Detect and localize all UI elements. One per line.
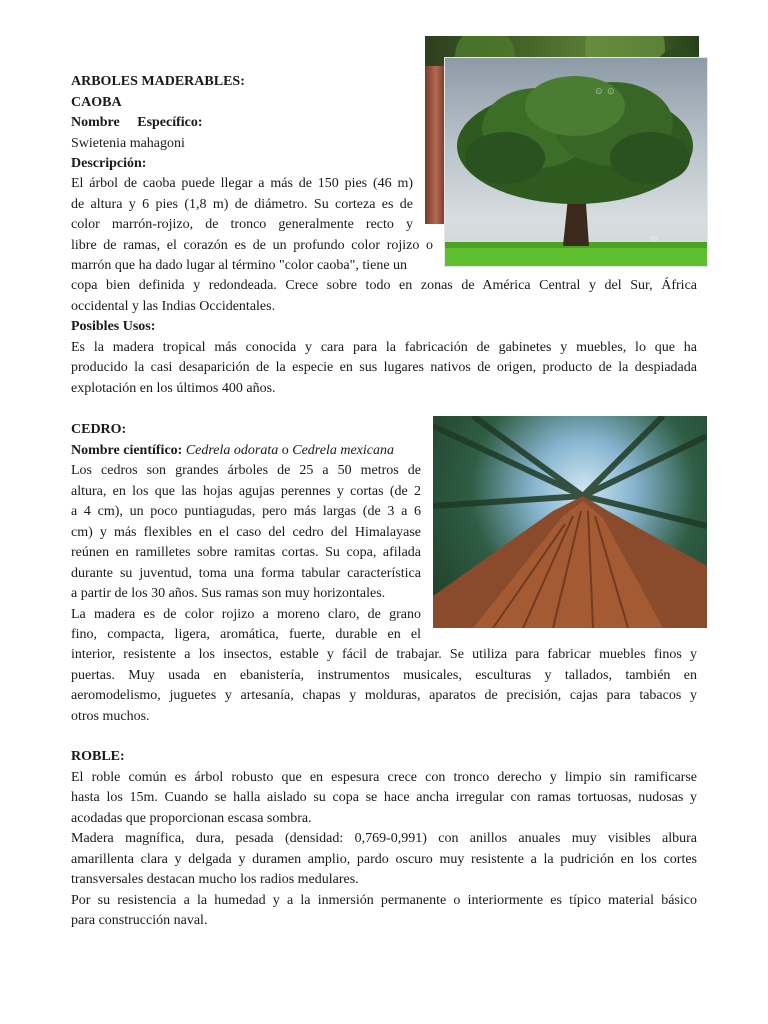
cedro-wide <box>71 645 697 727</box>
roble-title: ROBLE: <box>71 749 125 764</box>
paragraph-line: durante su juventud, toma una forma tabular característica <box>71 565 421 581</box>
paragraph-line: puertas. Muy usada en ebanistería, instrumentos musicales, esculturas y tallados, también en <box>71 667 697 683</box>
caoba-desc-narrow <box>71 174 433 277</box>
caoba-title: CAOBA <box>71 94 122 110</box>
paragraph-line: producido la casi desaparición de la especie en sus lugares nativos de origen, producto de la despiadada <box>71 360 697 375</box>
mahogany-tree-photo: ⊙ ⊙ ⊙ <box>445 58 707 266</box>
caoba-nombre-value: Swietenia mahagoni <box>71 135 185 151</box>
main-heading: ARBOLES MADERABLES: <box>71 74 245 89</box>
caoba-desc-wide <box>71 276 697 399</box>
paragraph-line: acodadas que proporcionan escasa sombra. <box>71 810 312 826</box>
paragraph-line: interior, resistente a los insectos, estable y fácil de trabajar. Se utiliza para fabricar muebles finos y <box>71 647 697 662</box>
paragraph-line: reúnen en ramilletes sobre ramitas cortas. Su copa, afilada <box>71 545 421 560</box>
paragraph-line: El roble común es árbol robusto que en espesura crece con tronco derecho y limpio sin ramificarse <box>71 769 697 785</box>
paragraph-line: a partir de los 30 años. Sus ramas son muy horizontales. <box>71 586 386 601</box>
paragraph-line: Madera magnífica, dura, pesada (densidad: 0,769-0,991) con anillos anuales muy visibles albura <box>71 831 697 846</box>
paragraph-line: para construcción naval. <box>71 913 208 928</box>
caoba-section-head <box>71 72 431 175</box>
paragraph-line: El árbol de caoba puede llegar a más de 150 pies (46 m) <box>71 176 413 191</box>
paragraph-line: otros muchos. <box>71 708 150 724</box>
paragraph-line: hasta los 15m. Cuando se halla aislado su copa se hace ancha irregular con ramas tortuosas, nudosas y <box>71 790 697 805</box>
caoba-usos-label: Posibles Usos: <box>71 319 156 334</box>
paragraph-line: aeromodelismo, juguetes y artesanía, chapas y molduras, aparatos de precisión, cajas para tabacos y <box>71 688 697 703</box>
roble-section <box>71 747 697 932</box>
caoba-nombre-label: Nombre Específico: <box>71 115 203 130</box>
paragraph-line: La madera es de color rojizo a moreno claro, de grano <box>71 606 421 622</box>
cedro-section <box>71 420 421 646</box>
paragraph-line: amarillenta clara y delgada y duramen amplio, pardo oscuro muy resistente a la pudrición en los cortes <box>71 851 697 867</box>
caoba-descripcion-label: Descripción: <box>71 156 147 171</box>
cedro-title: CEDRO: <box>71 422 127 437</box>
paragraph-line: a 4 cm), un poco puntiagudas, pero más largas (de 3 a 6 <box>71 504 421 519</box>
paragraph-line: altura, en los que las hojas agujas perennes y cortas (de 2 <box>71 483 421 499</box>
paragraph-line: copa bien definida y redondeada. Crece sobre todo en zonas de América Central y del Sur, África <box>71 278 697 293</box>
paragraph-line: cm) y más flexibles en el caso del cedro del Himalayase <box>71 524 421 540</box>
paragraph-line: marrón que ha dado lugar al término "color caoba", tiene un <box>71 258 408 273</box>
paragraph-line: de altura y 6 pies (1,8 m) de diámetro. Su corteza es de <box>71 196 413 212</box>
cedar-trunk-photo <box>433 416 707 628</box>
paragraph-line: fino, compacta, ligera, aromática, fuerte, durable en el <box>71 627 421 642</box>
paragraph-line: transversales destacan mucho los radios medulares. <box>71 872 359 887</box>
paragraph-line: Por su resistencia a la humedad y a la inmersión permanente o interiormente es típico material básico <box>71 892 697 908</box>
paragraph-line: Es la madera tropical más conocida y cara para la fabricación de gabinetes y muebles, lo que ha <box>71 339 697 355</box>
paragraph-line: Los cedros son grandes árboles de 25 a 50 metros de <box>71 463 421 478</box>
paragraph-line: color marrón-rojizo, de tronco generalmente recto y <box>71 217 413 232</box>
paragraph-line: occidental y las Indias Occidentales. <box>71 298 276 314</box>
cedro-nombre: Nombre científico: Cedrela odorata o Cedrela mexicana <box>71 442 394 458</box>
paragraph-line: explotación en los últimos 400 años. <box>71 380 276 396</box>
paragraph-line: libre de ramas, el corazón es de un profundo color rojizo o <box>71 237 433 253</box>
